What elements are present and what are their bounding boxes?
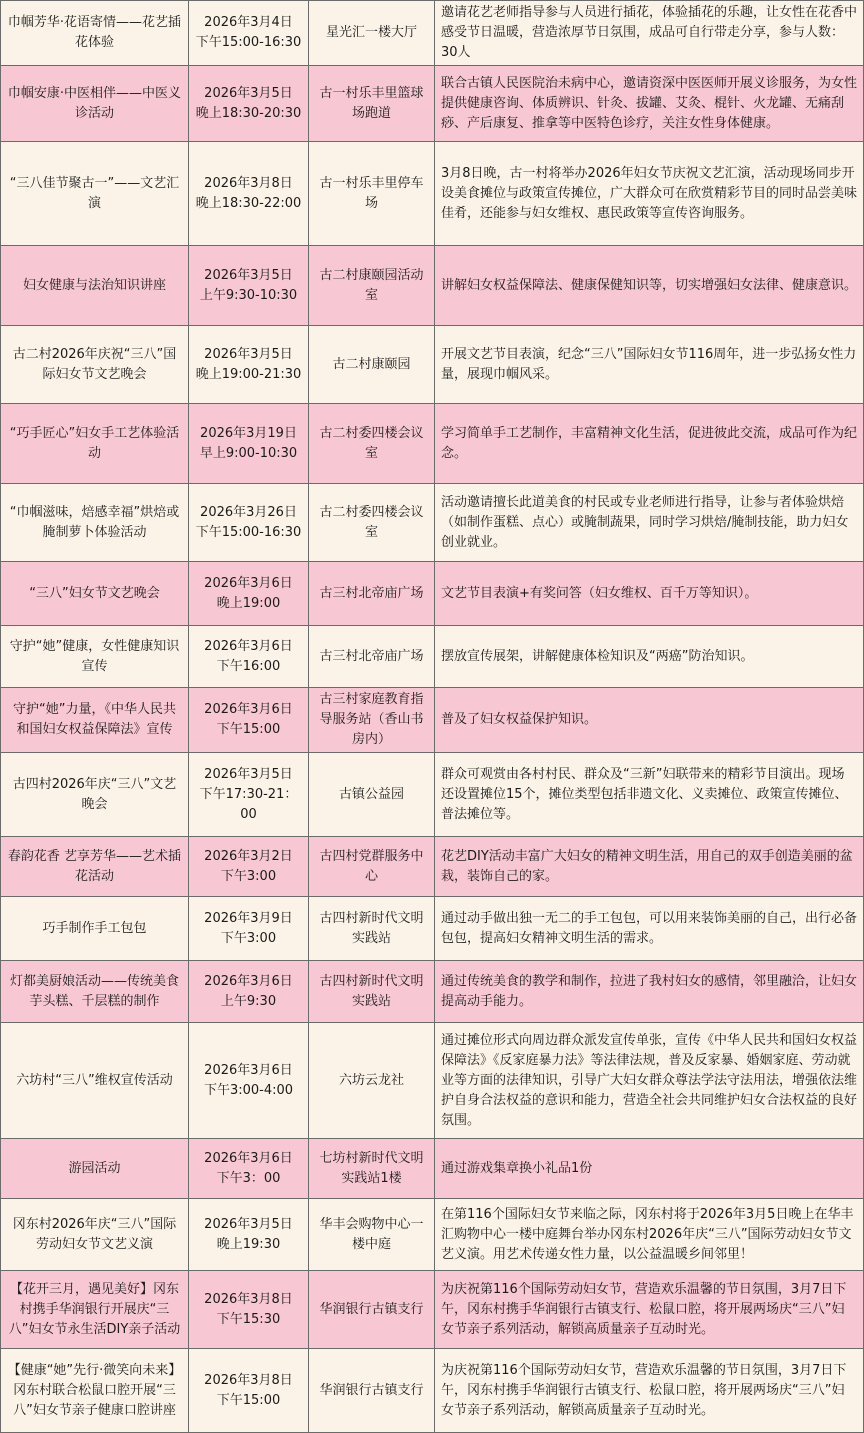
activity-name-cell: 巾帼安康·中医相伴——中医义诊活动 [1, 66, 189, 142]
activity-time-cell [189, 1139, 309, 1199]
activity-name-cell: 【健康“她”先行·微笑向未来】冈东村联合松鼠口腔开展“三八”妇女节亲子健康口腔讲座 [1, 1349, 189, 1433]
activity-date: 2026年3月6日 [204, 638, 293, 654]
activity-date: 2026年3月8日 [204, 1291, 293, 1307]
activity-location-cell: 古二村委四楼会议室 [309, 484, 435, 562]
table-row [1, 1199, 864, 1271]
activity-hours: 上午9:30-10:30 [199, 287, 298, 303]
activity-hours: 晚上18:30-22:00 [195, 195, 302, 211]
activity-time-cell [189, 1199, 309, 1271]
activity-name-cell: “巾帼滋味，焙感幸福”烘焙或腌制萝卜体验活动 [1, 484, 189, 562]
activity-time-cell [189, 837, 309, 897]
activity-name-cell: 灯都美厨娘活动——传统美食芋头糕、千层糕的制作 [1, 961, 189, 1023]
activity-hours: 晚上18:30-20:30 [195, 105, 302, 121]
activity-description-cell: 开展文艺节目表演，纪念“三八”国际妇女节116周年，进一步弘扬女性力量，展现巾帼风采。 [435, 326, 864, 404]
table-row [1, 897, 864, 961]
activity-hours: 下午16:00 [216, 658, 281, 674]
activity-name-cell: 守护“她”力量，《中华人民共和国妇女权益保障法》宣传 [1, 688, 189, 753]
activity-time-cell [189, 961, 309, 1023]
activity-time-cell [189, 626, 309, 688]
activity-name-cell: 妇女健康与法治知识讲座 [1, 246, 189, 326]
activity-time-cell [189, 326, 309, 404]
activity-hours: 上午9:30 [220, 993, 277, 1009]
table-row [1, 404, 864, 484]
activity-date: 2026年3月5日 [204, 85, 293, 101]
activity-description-cell: 通过游戏集章换小礼品1份 [435, 1139, 864, 1199]
activity-description-cell: 为庆祝第116个国际劳动妇女节，营造欢乐温馨的节日氛围，3月7日下午，冈东村携手华润银行古镇支行、松鼠口腔，将开展两场庆“三八”妇女节亲子系列活动，解锁高质量亲子互动时光。 [435, 1349, 864, 1433]
activity-hours: 下午15:00 [216, 722, 281, 737]
table-row [1, 961, 864, 1023]
activity-location-cell: 古一村乐丰里停车场 [309, 142, 435, 246]
activity-description-cell: 文艺节目表演+有奖问答（妇女维权、百千万等知识）。 [435, 562, 864, 626]
activity-date: 2026年3月6日 [204, 973, 293, 989]
activity-hours: 下午3:00 [220, 930, 277, 946]
activity-hours: 下午15:00-16:30 [195, 35, 302, 50]
activity-name-cell: 古四村2026年庆“三八”文艺晚会 [1, 753, 189, 837]
activity-location-cell: 古三村北帝庙广场 [309, 562, 435, 626]
activity-location-cell: 华润银行古镇支行 [309, 1271, 435, 1349]
table-row [1, 688, 864, 753]
table-row [1, 66, 864, 142]
activity-location-cell: 七坊村新时代文明实践站1楼 [309, 1139, 435, 1199]
activity-description-cell: 为庆祝第116个国际劳动妇女节，营造欢乐温馨的节日氛围，3月7日下午，冈东村携手华润银行古镇支行、松鼠口腔，将开展两场庆“三八”妇女节亲子系列活动，解锁高质量亲子互动时光。 [435, 1271, 864, 1349]
activity-date: 2026年3月26日 [200, 504, 297, 520]
activity-time-cell [189, 897, 309, 961]
activity-hours: 下午15:30 [216, 1311, 281, 1327]
activity-time-cell [189, 562, 309, 626]
table-row [1, 1, 864, 66]
table-row [1, 1271, 864, 1349]
activity-hours: 下午3:00 [220, 868, 277, 884]
activity-hours: 下午15:00 [216, 1392, 281, 1408]
activity-description-cell: 花艺DIY活动丰富广大妇女的精神文明生活，用自己的双手创造美丽的盆栽，装饰自己的家。 [435, 837, 864, 897]
activity-description-cell: 群众可观赏由各村村民、群众及“三新”妇联带来的精彩节目演出。现场还设置摊位15个，摊位类型包括非遗文化、义卖摊位、政策宣传摊位、普法摊位等。 [435, 753, 864, 837]
activity-name-cell: 春韵花香 艺享芳华——艺术插花活动 [1, 837, 189, 897]
activity-name-cell: 六坊村“三八”维权宣传活动 [1, 1023, 189, 1139]
activity-time-cell [189, 1271, 309, 1349]
activity-hours: 下午3：00 [216, 1170, 281, 1186]
activity-name-cell: 冈东村2026年庆“三八”国际劳动妇女节文艺义演 [1, 1199, 189, 1271]
activity-description-cell: 通过动手做出独一无二的手工包包，可以用来装饰美丽的自己，出行必备包包，提高妇女精神文明生活的需求。 [435, 897, 864, 961]
activity-location-cell: 古四村新时代文明实践站 [309, 897, 435, 961]
activity-location-cell: 古一村乐丰里篮球场跑道 [309, 66, 435, 142]
activity-location-cell: 华润银行古镇支行 [309, 1349, 435, 1433]
activity-hours: 下午3:00-4:00 [203, 1082, 294, 1098]
activity-time-cell [189, 66, 309, 142]
activity-date: 2026年3月8日 [204, 1372, 293, 1388]
activity-location-cell: 古二村康颐园活动室 [309, 246, 435, 326]
activity-hours: 下午15:00-16:30 [195, 524, 302, 540]
activity-location-cell: 华丰会购物中心一楼中庭 [309, 1199, 435, 1271]
events-table-body [1, 1, 864, 1433]
activity-location-cell: 古镇公益园 [309, 753, 435, 837]
table-row [1, 326, 864, 404]
activity-hours: 下午17:30-21：00 [199, 786, 298, 822]
activity-hours: 晚上19:00-21:30 [195, 366, 302, 382]
activity-date: 2026年3月6日 [204, 1062, 293, 1078]
activity-location-cell: 古三村家庭教育指导服务站（香山书房内） [309, 688, 435, 753]
activity-date: 2026年3月5日 [204, 766, 293, 782]
activity-name-cell: 【花开三月，遇见美好】冈东村携手华润银行开展庆“三八”妇女节永生活DIY亲子活动 [1, 1271, 189, 1349]
activity-time-cell [189, 1023, 309, 1139]
activity-description-cell: 3月8日晚，古一村将举办2026年妇女节庆祝文艺汇演，活动现场同步开设美食摊位与政策宣传摊位，广大群众可在欣赏精彩节目的同时品尝美味佳肴，还能参与妇女维权、惠民政策等宣传咨询服务。 [435, 142, 864, 246]
activity-name-cell: 巧手制作手工包包 [1, 897, 189, 961]
activity-time-cell [189, 404, 309, 484]
activity-location-cell: 星光汇一楼大厅 [309, 1, 435, 66]
table-row [1, 246, 864, 326]
activity-hours: 晚上19:00 [216, 595, 281, 611]
table-row [1, 142, 864, 246]
activity-name-cell: 古二村2026年庆祝“三八”国际妇女节文艺晚会 [1, 326, 189, 404]
activity-location-cell: 古二村委四楼会议室 [309, 404, 435, 484]
activity-date: 2026年3月6日 [204, 702, 293, 717]
table-row [1, 1023, 864, 1139]
activity-time-cell [189, 688, 309, 753]
activity-location-cell: 古四村新时代文明实践站 [309, 961, 435, 1023]
activity-description-cell: 联合古镇人民医院治未病中心，邀请资深中医医师开展义诊服务，为女性提供健康咨询、体质辨识、针灸、拔罐、艾灸、棍针、火龙罐、无痛刮痧、产后康复、推拿等中医特色诊疗，关注女性身体健康。 [435, 66, 864, 142]
activity-description-cell: 讲解妇女权益保障法、健康保健知识等，切实增强妇女法律、健康意识。 [435, 246, 864, 326]
activity-name-cell: “巧手匠心”妇女手工艺体验活动 [1, 404, 189, 484]
activity-time-cell [189, 1, 309, 66]
activity-description-cell: 通过摊位形式向周边群众派发宣传单张，宣传《中华人民共和国妇女权益保障法》《反家庭暴力法》等法律法规，普及反家暴、婚姻家庭、劳动就业等方面的法律知识，引导广大妇女群众尊法学法守法用法，增强依法维护自身合法权益的意识和能力，营造全社会共同维护妇女合法权益的良好氛围。 [435, 1023, 864, 1139]
activity-time-cell [189, 1349, 309, 1433]
activity-hours: 晚上19:30 [216, 1236, 281, 1252]
table-row [1, 753, 864, 837]
activity-location-cell: 古三村北帝庙广场 [309, 626, 435, 688]
activity-date: 2026年3月9日 [204, 910, 293, 926]
activity-date: 2026年3月5日 [204, 267, 293, 283]
table-row [1, 1349, 864, 1433]
activity-date: 2026年3月2日 [204, 848, 293, 864]
activity-date: 2026年3月19日 [200, 425, 297, 441]
activity-name-cell: 游园活动 [1, 1139, 189, 1199]
table-row [1, 626, 864, 688]
activity-name-cell: “三八佳节聚古一”——文艺汇演 [1, 142, 189, 246]
table-row [1, 562, 864, 626]
activity-description-cell: 摆放宣传展架，讲解健康体检知识及“两癌”防治知识。 [435, 626, 864, 688]
activity-date: 2026年3月8日 [204, 175, 293, 191]
activity-name-cell: 守护“她”健康，女性健康知识宣传 [1, 626, 189, 688]
activity-description-cell: 学习简单手工艺制作，丰富精神文化生活，促进彼此交流，成品可作为纪念。 [435, 404, 864, 484]
activity-date: 2026年3月6日 [204, 575, 293, 591]
activity-description-cell: 邀请花艺老师指导参与人员进行插花，体验插花的乐趣，让女性在花香中感受节日温暖，营造浓厚节日氛围，成品可自行带走分享，参与人数：30人 [435, 1, 864, 66]
activity-location-cell: 六坊云龙社 [309, 1023, 435, 1139]
activity-location-cell: 古四村党群服务中心 [309, 837, 435, 897]
table-row [1, 484, 864, 562]
activity-date: 2026年3月5日 [204, 346, 293, 362]
activity-time-cell [189, 753, 309, 837]
activity-description-cell: 活动邀请擅长此道美食的村民或专业老师进行指导，让参与者体验烘焙（如制作蛋糕、点心）或腌制蔬果，同时学习烘焙/腌制技能，助力妇女创业就业。 [435, 484, 864, 562]
activity-date: 2026年3月6日 [204, 1150, 293, 1166]
activity-time-cell [189, 142, 309, 246]
activity-date: 2026年3月5日 [204, 1216, 293, 1232]
activity-hours: 早上9:00-10:30 [199, 445, 298, 461]
table-row [1, 1139, 864, 1199]
activity-description-cell: 通过传统美食的教学和制作，拉进了我村妇女的感情，邻里融洽，让妇女提高动手能力。 [435, 961, 864, 1023]
activity-time-cell [189, 484, 309, 562]
activity-description-cell: 在第116个国际妇女节来临之际，冈东村将于2026年3月5日晚上在华丰汇购物中心一楼中庭舞台举办冈东村2026年庆“三八”国际劳动妇女节文艺义演。用艺术传递女性力量，以公益温暖乡间邻里！ [435, 1199, 864, 1271]
activity-date: 2026年3月4日 [204, 15, 293, 30]
activity-time-cell [189, 246, 309, 326]
table-row [1, 837, 864, 897]
activity-name-cell: 巾帼芳华·花语寄情——花艺插花体验 [1, 1, 189, 66]
activity-location-cell: 古二村康颐园 [309, 326, 435, 404]
activity-description-cell: 普及了妇女权益保护知识。 [435, 688, 864, 753]
activity-name-cell: “三八”妇女节文艺晚会 [1, 562, 189, 626]
